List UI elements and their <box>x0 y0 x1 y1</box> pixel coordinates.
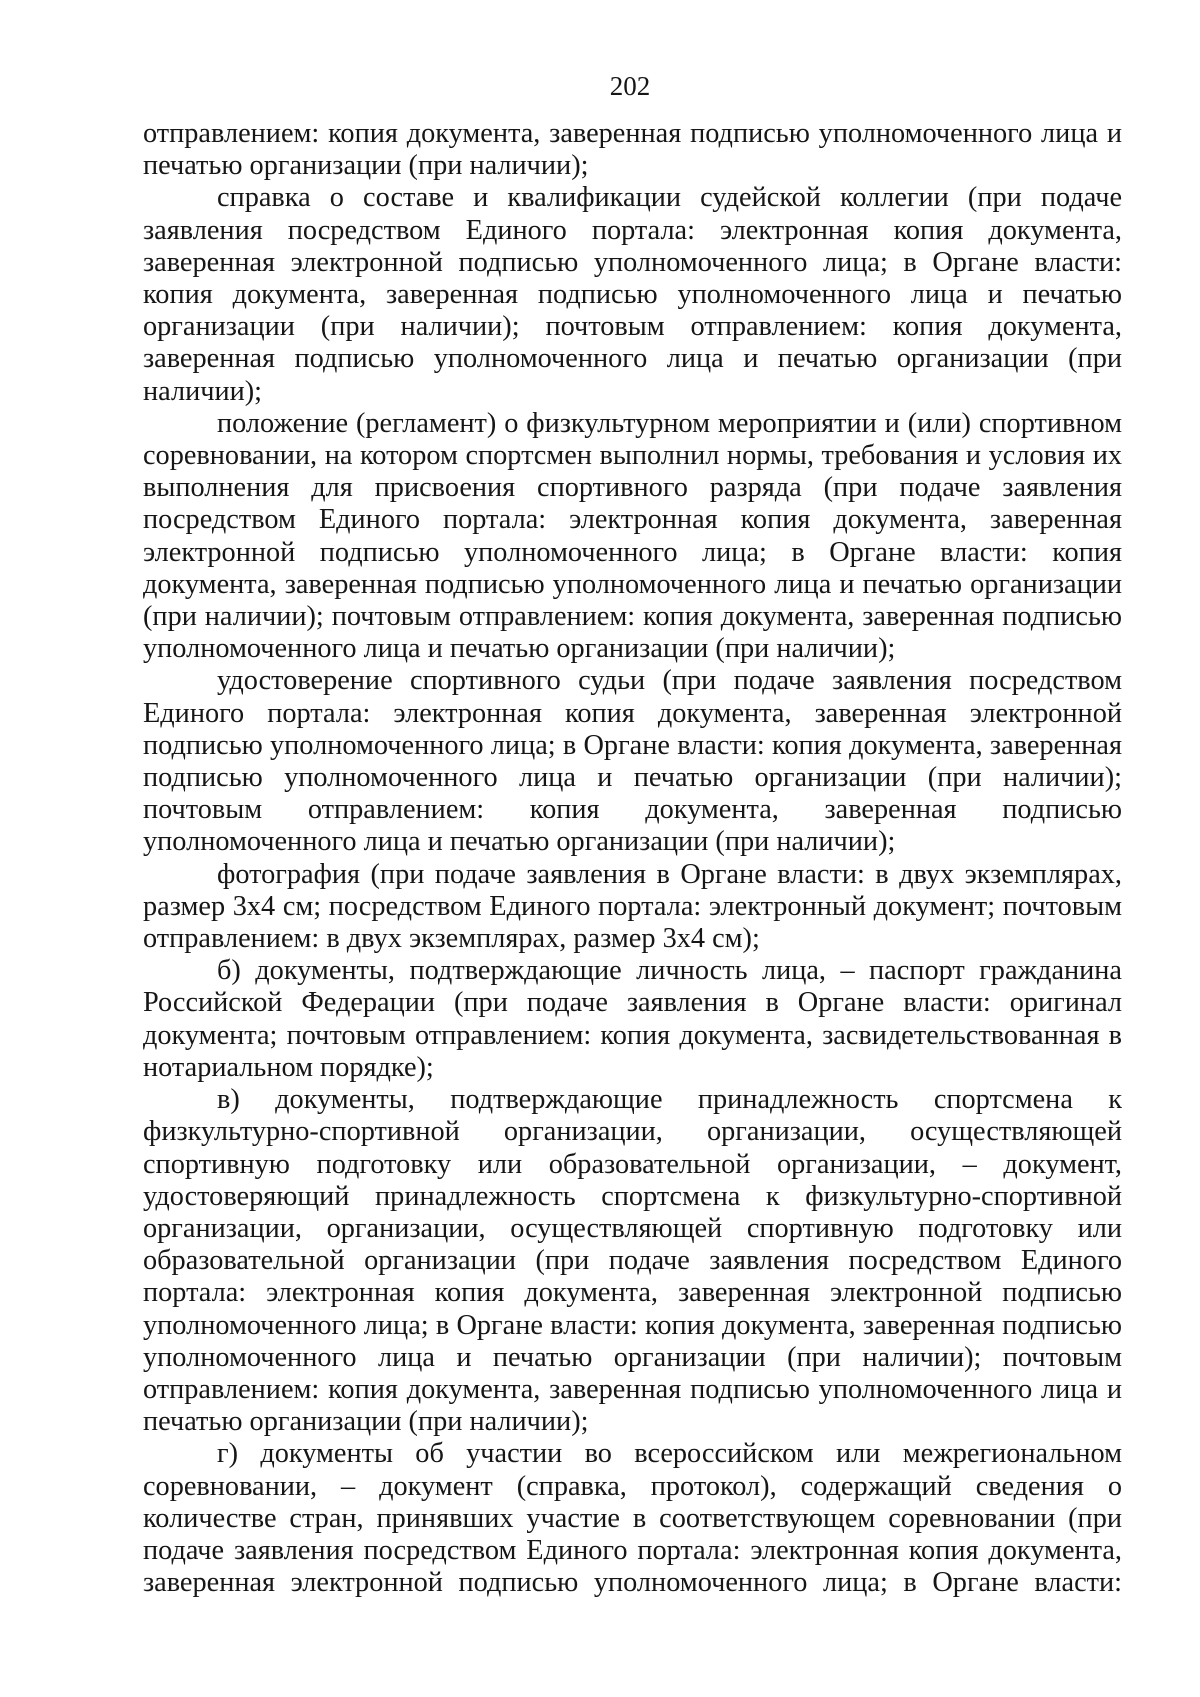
paragraph-identity-documents: б) документы, подтверждающие личность лица, – паспорт гражданина Российской Федерации (при подаче заявления в Органе власти: оригинал документа; почтовым отправлением: копия документа, засвидетельствованная в нотариальном порядке); <box>143 955 1122 1083</box>
paragraph-continuation: отправлением: копия документа, заверенная подписью уполномоченного лица и печатью организации (при наличии); <box>143 118 1122 182</box>
paragraph-competition-regulations: положение (регламент) о физкультурном мероприятии и (или) спортивном соревновании, на котором спортсмен выполнил нормы, требования и условия их выполнения для присвоения спортивного разряда (при подаче заявления посредством Единого портала: электронная копия документа, заверенная электронной подписью уполномоченного лица; в Органе власти: копия документа, заверенная подписью уполномоченного лица и печатью организации (при наличии); почтовым отправлением: копия документа, заверенная подписью уполномоченного лица и печатью организации (при наличии); <box>143 407 1122 665</box>
paragraph-referee-certificate: удостоверение спортивного судьи (при подаче заявления посредством Единого портала: электронная копия документа, заверенная электронной подписью уполномоченного лица; в Органе власти: копия документа, заверенная подписью уполномоченного лица и печатью организации (при наличии); почтовым отправлением: копия документа, заверенная подписью уполномоченного лица и печатью организации (при наличии); <box>143 665 1122 858</box>
document-body <box>143 118 1122 1599</box>
paragraph-judging-panel-certificate: справка о составе и квалификации судейской коллегии (при подаче заявления посредством Единого портала: электронная копия документа, заверенная электронной подписью уполномоченного лица; в Органе власти: копия документа, заверенная подписью уполномоченного лица и печатью организации (при наличии); почтовым отправлением: копия документа, заверенная подписью уполномоченного лица и печатью организации (при наличии); <box>143 182 1122 407</box>
paragraph-organization-membership: в) документы, подтверждающие принадлежность спортсмена к физкультурно-спортивной организации, организации, осуществляющей спортивную подготовку или образовательной организации, – документ, удостоверяющий принадлежность спортсмена к физкультурно-спортивной организации, организации, осуществляющей спортивную подготовку или образовательной организации (при подаче заявления посредством Единого портала: электронная копия документа, заверенная электронной подписью уполномоченного лица; в Органе власти: копия документа, заверенная подписью уполномоченного лица и печатью организации (при наличии); почтовым отправлением: копия документа, заверенная подписью уполномоченного лица и печатью организации (при наличии); <box>143 1084 1122 1438</box>
paragraph-photograph: фотография (при подаче заявления в Органе власти: в двух экземплярах, размер 3х4 см; посредством Единого портала: электронный документ; почтовым отправлением: в двух экземплярах, размер 3х4 см); <box>143 858 1122 955</box>
paragraph-competition-participation: г) документы об участии во всероссийском или межрегиональном соревновании, – документ (справка, протокол), содержащий сведения о количестве стран, принявших участие в соответствующем соревновании (при подаче заявления посредством Единого портала: электронная копия документа, заверенная электронной подписью уполномоченного лица; в Органе власти: <box>143 1438 1122 1599</box>
page-number: 202 <box>609 71 651 101</box>
